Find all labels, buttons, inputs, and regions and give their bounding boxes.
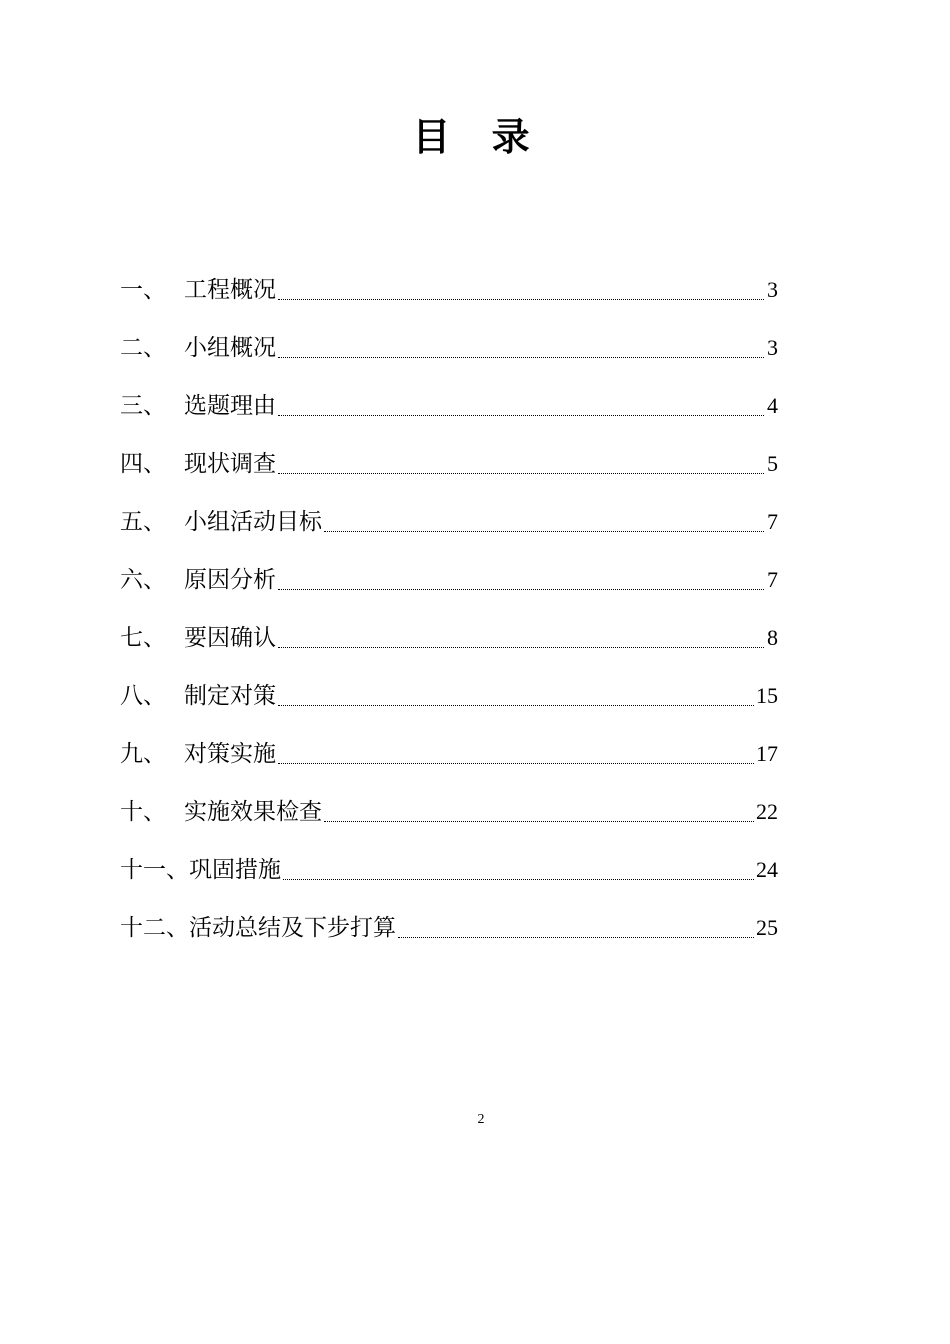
toc-dot-leader <box>278 704 754 706</box>
toc-entry-title: 实施效果检查 <box>184 799 322 825</box>
toc-entry[interactable] <box>120 660 778 718</box>
toc-dot-leader <box>278 472 764 474</box>
toc-entry-page: 8 <box>767 625 778 650</box>
toc-entry[interactable] <box>120 834 778 892</box>
table-of-contents <box>120 254 778 950</box>
toc-entry[interactable] <box>120 602 778 660</box>
toc-dot-leader <box>324 820 754 822</box>
toc-entry-number: 六、 <box>120 567 166 593</box>
toc-entry[interactable] <box>120 718 778 776</box>
toc-entry-title: 活动总结及下步打算 <box>189 915 396 941</box>
toc-dot-leader <box>278 298 764 300</box>
toc-entry-number: 一、 <box>120 277 166 303</box>
toc-entry[interactable] <box>120 428 778 486</box>
toc-entry-page: 3 <box>767 277 778 302</box>
toc-entry-page: 17 <box>756 741 778 766</box>
page-number: 2 <box>477 1112 485 1127</box>
toc-entry-number: 二、 <box>120 335 166 361</box>
toc-entry-title: 小组概况 <box>184 335 276 361</box>
toc-entry-title: 原因分析 <box>184 567 276 593</box>
toc-entry-title: 制定对策 <box>184 683 276 709</box>
toc-entry-page: 7 <box>767 567 778 592</box>
toc-entry-page: 15 <box>756 683 778 708</box>
toc-entry-page: 25 <box>756 915 778 940</box>
toc-entry[interactable] <box>120 776 778 834</box>
toc-entry[interactable] <box>120 486 778 544</box>
toc-entry-number: 四、 <box>120 451 166 477</box>
toc-entry-number: 五、 <box>120 509 166 535</box>
toc-entry-number: 七、 <box>120 625 166 651</box>
toc-entry-title: 工程概况 <box>184 277 276 303</box>
toc-dot-leader <box>278 414 764 416</box>
toc-entry-page: 3 <box>767 335 778 360</box>
toc-entry-number: 十一、 <box>120 857 189 883</box>
toc-entry-number: 八、 <box>120 683 166 709</box>
toc-dot-leader <box>283 878 754 880</box>
toc-entry-number: 三、 <box>120 393 166 419</box>
toc-entry[interactable] <box>120 544 778 602</box>
toc-entry-page: 22 <box>756 799 778 824</box>
toc-entry[interactable] <box>120 892 778 950</box>
toc-entry-number: 九、 <box>120 741 166 767</box>
toc-entry[interactable] <box>120 312 778 370</box>
toc-dot-leader <box>278 588 764 590</box>
toc-dot-leader <box>278 356 764 358</box>
toc-entry-page: 5 <box>767 451 778 476</box>
toc-entry-title: 对策实施 <box>184 741 276 767</box>
toc-entry-title: 要因确认 <box>184 625 276 651</box>
toc-entry[interactable] <box>120 254 778 312</box>
toc-entry-number: 十、 <box>120 799 166 825</box>
toc-dot-leader <box>398 936 754 938</box>
page-title: 目 录 <box>412 114 544 159</box>
toc-entry-title: 选题理由 <box>184 393 276 419</box>
toc-entry-title: 巩固措施 <box>189 857 281 883</box>
toc-entry-page: 7 <box>767 509 778 534</box>
toc-entry[interactable] <box>120 370 778 428</box>
toc-entry-title: 小组活动目标 <box>184 509 322 535</box>
toc-dot-leader <box>278 646 764 648</box>
toc-dot-leader <box>278 762 754 764</box>
toc-entry-title: 现状调查 <box>184 451 276 477</box>
toc-dot-leader <box>324 530 764 532</box>
toc-entry-page: 4 <box>767 393 778 418</box>
toc-entry-page: 24 <box>756 857 778 882</box>
toc-entry-number: 十二、 <box>120 915 189 941</box>
